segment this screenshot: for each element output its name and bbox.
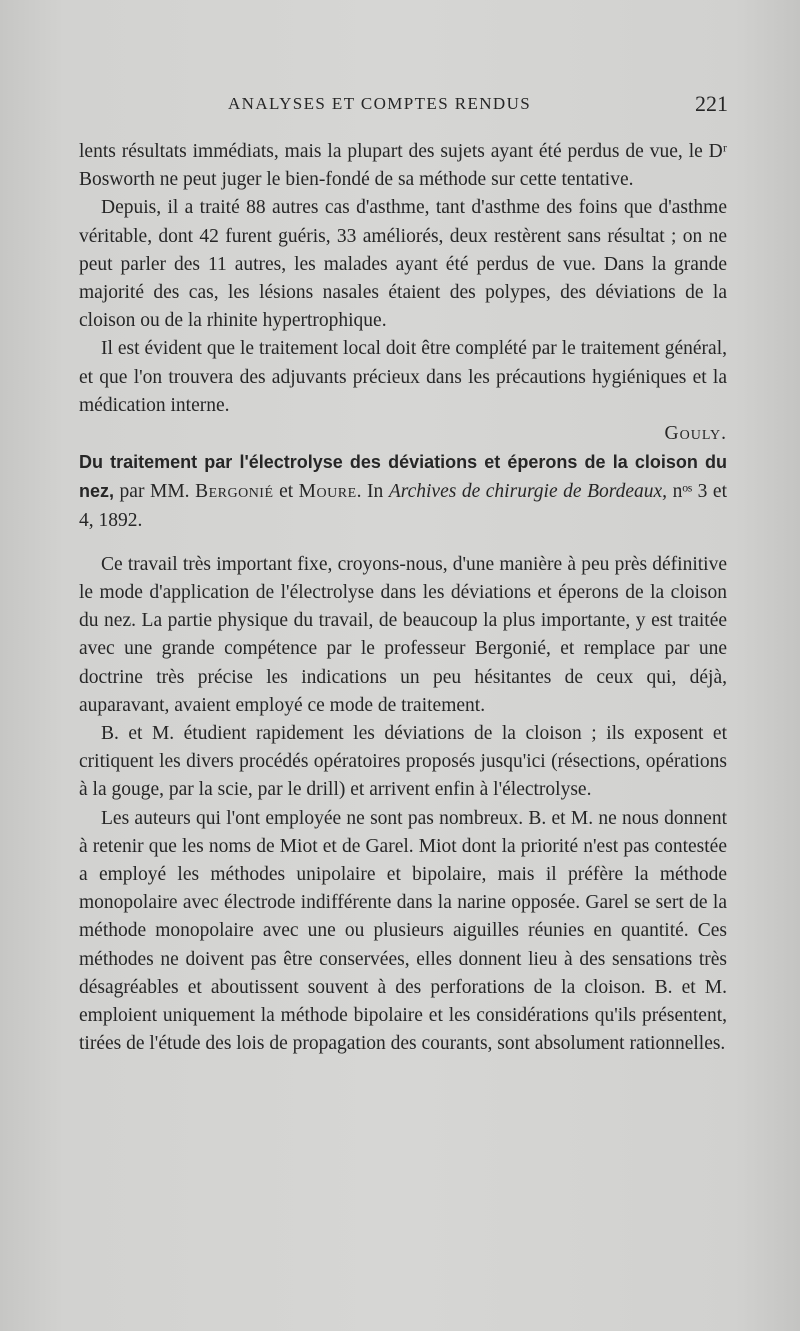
journal-issue: nᵒˢ 3 et 4, 1892. <box>79 481 727 531</box>
paragraph: Il est évident que le traitement local doit être complété par le traitement général, et que l'on trouvera des adjuvants précieux dans les précautions hygiéniques et la médication interne. <box>79 338 727 416</box>
article-title <box>79 448 727 535</box>
spacer <box>79 535 727 551</box>
paragraph-continued: lents résultats immédiats, mais la plupart des sujets ayant été perdus de vue, le Dʳ Bosworth ne peut juger le bien-fondé de sa méthode sur cette tentative. <box>79 141 727 191</box>
author-name: Moure <box>298 481 357 503</box>
paragraph: B. et M. étudient rapidement les déviations de la cloison ; ils exposent et critiquent les divers procédés opératoires proposés jusqu'ici (résections, opérations à la gouge, par la scie, par le drill) et arrivent enfin à l'électrolyse. <box>79 723 727 801</box>
page-number: 221 <box>695 91 728 116</box>
review-signature: Gouly. <box>664 423 727 445</box>
author-name: Bergonié <box>195 481 274 503</box>
running-title: ANALYSES ET COMPTES RENDUS <box>228 94 532 113</box>
article-title-in: . In <box>356 481 389 503</box>
page-header <box>78 91 728 120</box>
paragraph: Ce travail très important fixe, croyons-nous, d'une manière à peu près définitive le mode d'application de l'électrolyse dans les déviations et éperons de la cloison du nez. La partie physique du travail, de beaucoup la plus importante, y est traitée avec une grande compétence par le professeur Bergonié, et remplace par une doctrine très précise les indications un peu hésitantes de ceux qui, déjà, auparavant, avaient employé ce mode de traitement. <box>79 553 727 716</box>
article-title-and: et <box>273 481 299 503</box>
article-title-main: Du traitement par l'électrolyse des déviations et éperons de la cloison du nez, <box>79 452 727 502</box>
paragraph: Depuis, il a traité 88 autres cas d'asthme, tant d'asthme des foins que d'asthme véritable, dont 42 furent guéris, 33 améliorés, deux restèrent sans résultat ; on ne peut parler des 11 autres, les malades ayant été perdus de vue. Dans la grande majorité des cas, les lésions nasales étaient des polypes, des déviations de la cloison ou de la rhinite hypertrophique. <box>79 197 727 332</box>
paragraph: Les auteurs qui l'ont employée ne sont pas nombreux. B. et M. ne nous donnent à retenir que les noms de Miot et de Garel. Miot dont la priorité n'est pas contestée a employé les méthodes unipolaire et bipolaire, mais il préfère la méthode monopolaire avec électrode indifférente dans la narine opposée. Garel se sert de la méthode monopolaire avec une ou plusieurs aiguilles réunies en quantité. Ces méthodes ne doivent pas être conservées, elles donnent lieu à des sensations très désagréables et aboutissent souvent à des perforations de la cloison. B. et M. emploient uniquement la méthode bipolaire et les considérations qu'ils présentent, tirées de l'étude des lois de propagation des courants, sont absolument rationnelles. <box>79 807 727 1055</box>
article-title-by: par MM. <box>114 481 196 503</box>
page-body <box>79 138 727 1059</box>
journal-name: Archives de chirurgie de Bordeaux, <box>388 481 668 503</box>
